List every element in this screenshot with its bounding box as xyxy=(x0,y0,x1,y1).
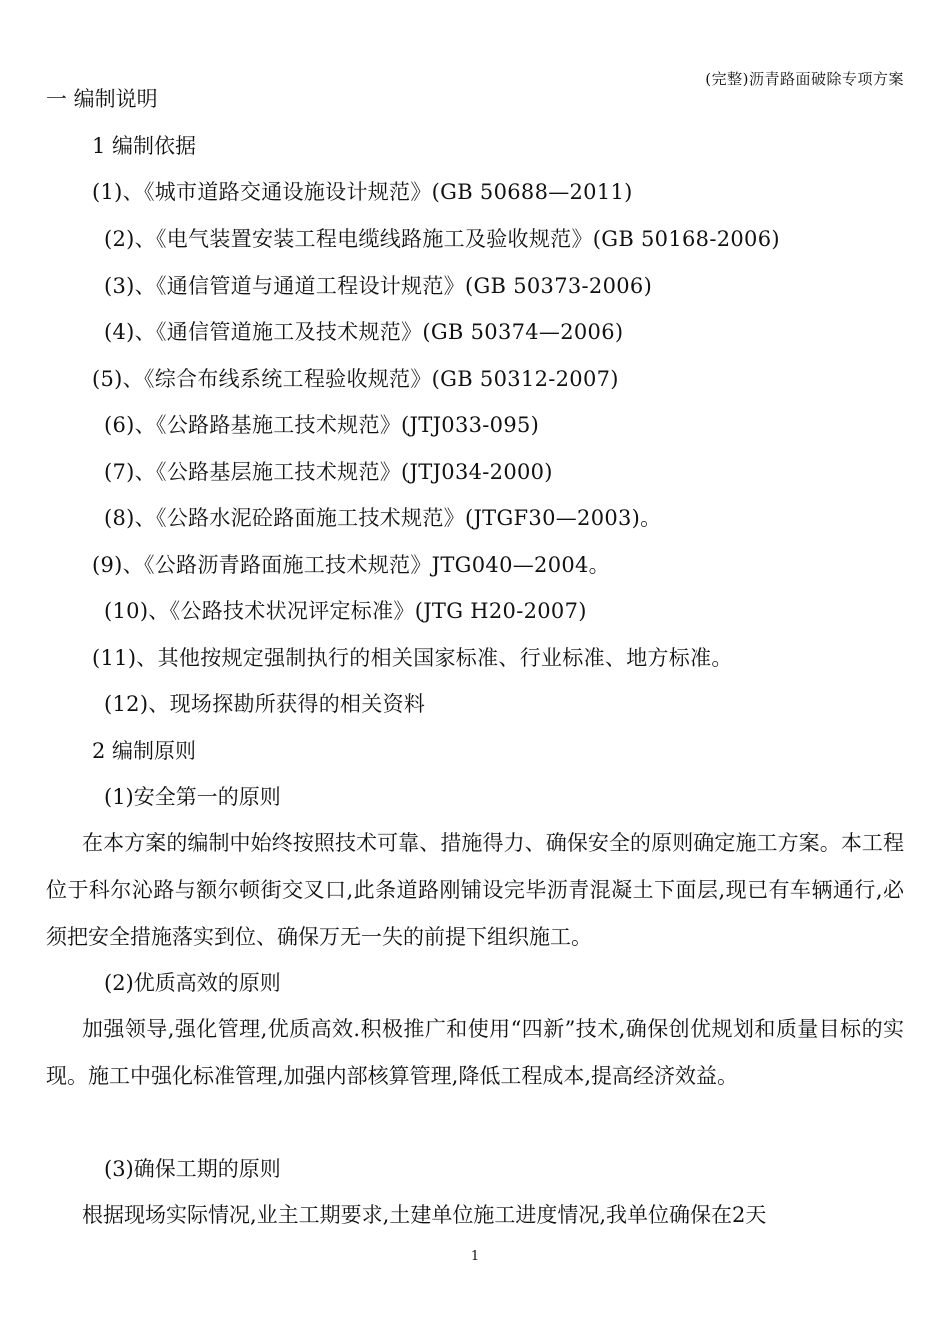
basis-item-5: (5)、《综合布线系统工程验收规范》(GB 50312-2007) xyxy=(92,367,619,391)
basis-item-3: (3)、《通信管道与通道工程设计规范》(GB 50373-2006) xyxy=(104,274,653,298)
safety-principle-title: (1)安全第一的原则 xyxy=(104,785,281,809)
basis-item-11: (11)、其他按规定强制执行的相关国家标准、行业标准、地方标准。 xyxy=(92,646,733,670)
safety-principle-text: 在本方案的编制中始终按照技术可靠、措施得力、确保安全的原则确定施工方案。本工程位于科尔沁路与额尔顿街交叉口,此条道路刚铺设完毕沥青混凝土下面层,现已有车辆通行,必须把安全措施落实到位、确保万无一失的前提下组织施工。 xyxy=(46,831,904,949)
basis-item-7: (7)、《公路基层施工技术规范》(JTJ034-2000) xyxy=(104,460,553,484)
basis-heading: 1 编制依据 xyxy=(92,134,197,158)
page-number: 1 xyxy=(470,1249,480,1264)
basis-item-2: (2)、《电气装置安装工程电缆线路施工及验收规范》(GB 50168-2006) xyxy=(104,227,780,251)
basis-item-8: (8)、《公路水泥砼路面施工技术规范》(JTGF30—2003)。 xyxy=(104,506,662,530)
principles-heading: 2 编制原则 xyxy=(92,739,197,763)
section-heading: 一 编制说明 xyxy=(46,87,158,111)
basis-item-12: (12)、现场探勘所获得的相关资料 xyxy=(104,692,426,716)
schedule-principle-text: 根据现场实际情况,业主工期要求,土建单位施工进度情况,我单位确保在2天 xyxy=(82,1203,767,1227)
basis-item-10: (10)、《公路技术状况评定标准》(JTG H20-2007) xyxy=(104,599,587,623)
quality-principle-title: (2)优质高效的原则 xyxy=(104,971,281,995)
basis-item-9: (9)、《公路沥青路面施工技术规范》JTG040—2004。 xyxy=(92,553,610,577)
basis-item-1: (1)、《城市道路交通设施设计规范》(GB 50688—2011) xyxy=(92,180,633,204)
running-header: (完整)沥青路面破除专项方案 xyxy=(705,70,904,88)
quality-principle-text: 加强领导,强化管理,优质高效.积极推广和使用“四新”技术,确保创优规划和质量目标的实现。施工中强化标准管理,加强内部核算管理,降低工程成本,提高经济效益。 xyxy=(46,1017,904,1088)
basis-item-4: (4)、《通信管道施工及技术规范》(GB 50374—2006) xyxy=(104,320,624,344)
basis-item-6: (6)、《公路路基施工技术规范》(JTJ033-095) xyxy=(104,413,540,437)
schedule-principle-title: (3)确保工期的原则 xyxy=(104,1157,281,1181)
